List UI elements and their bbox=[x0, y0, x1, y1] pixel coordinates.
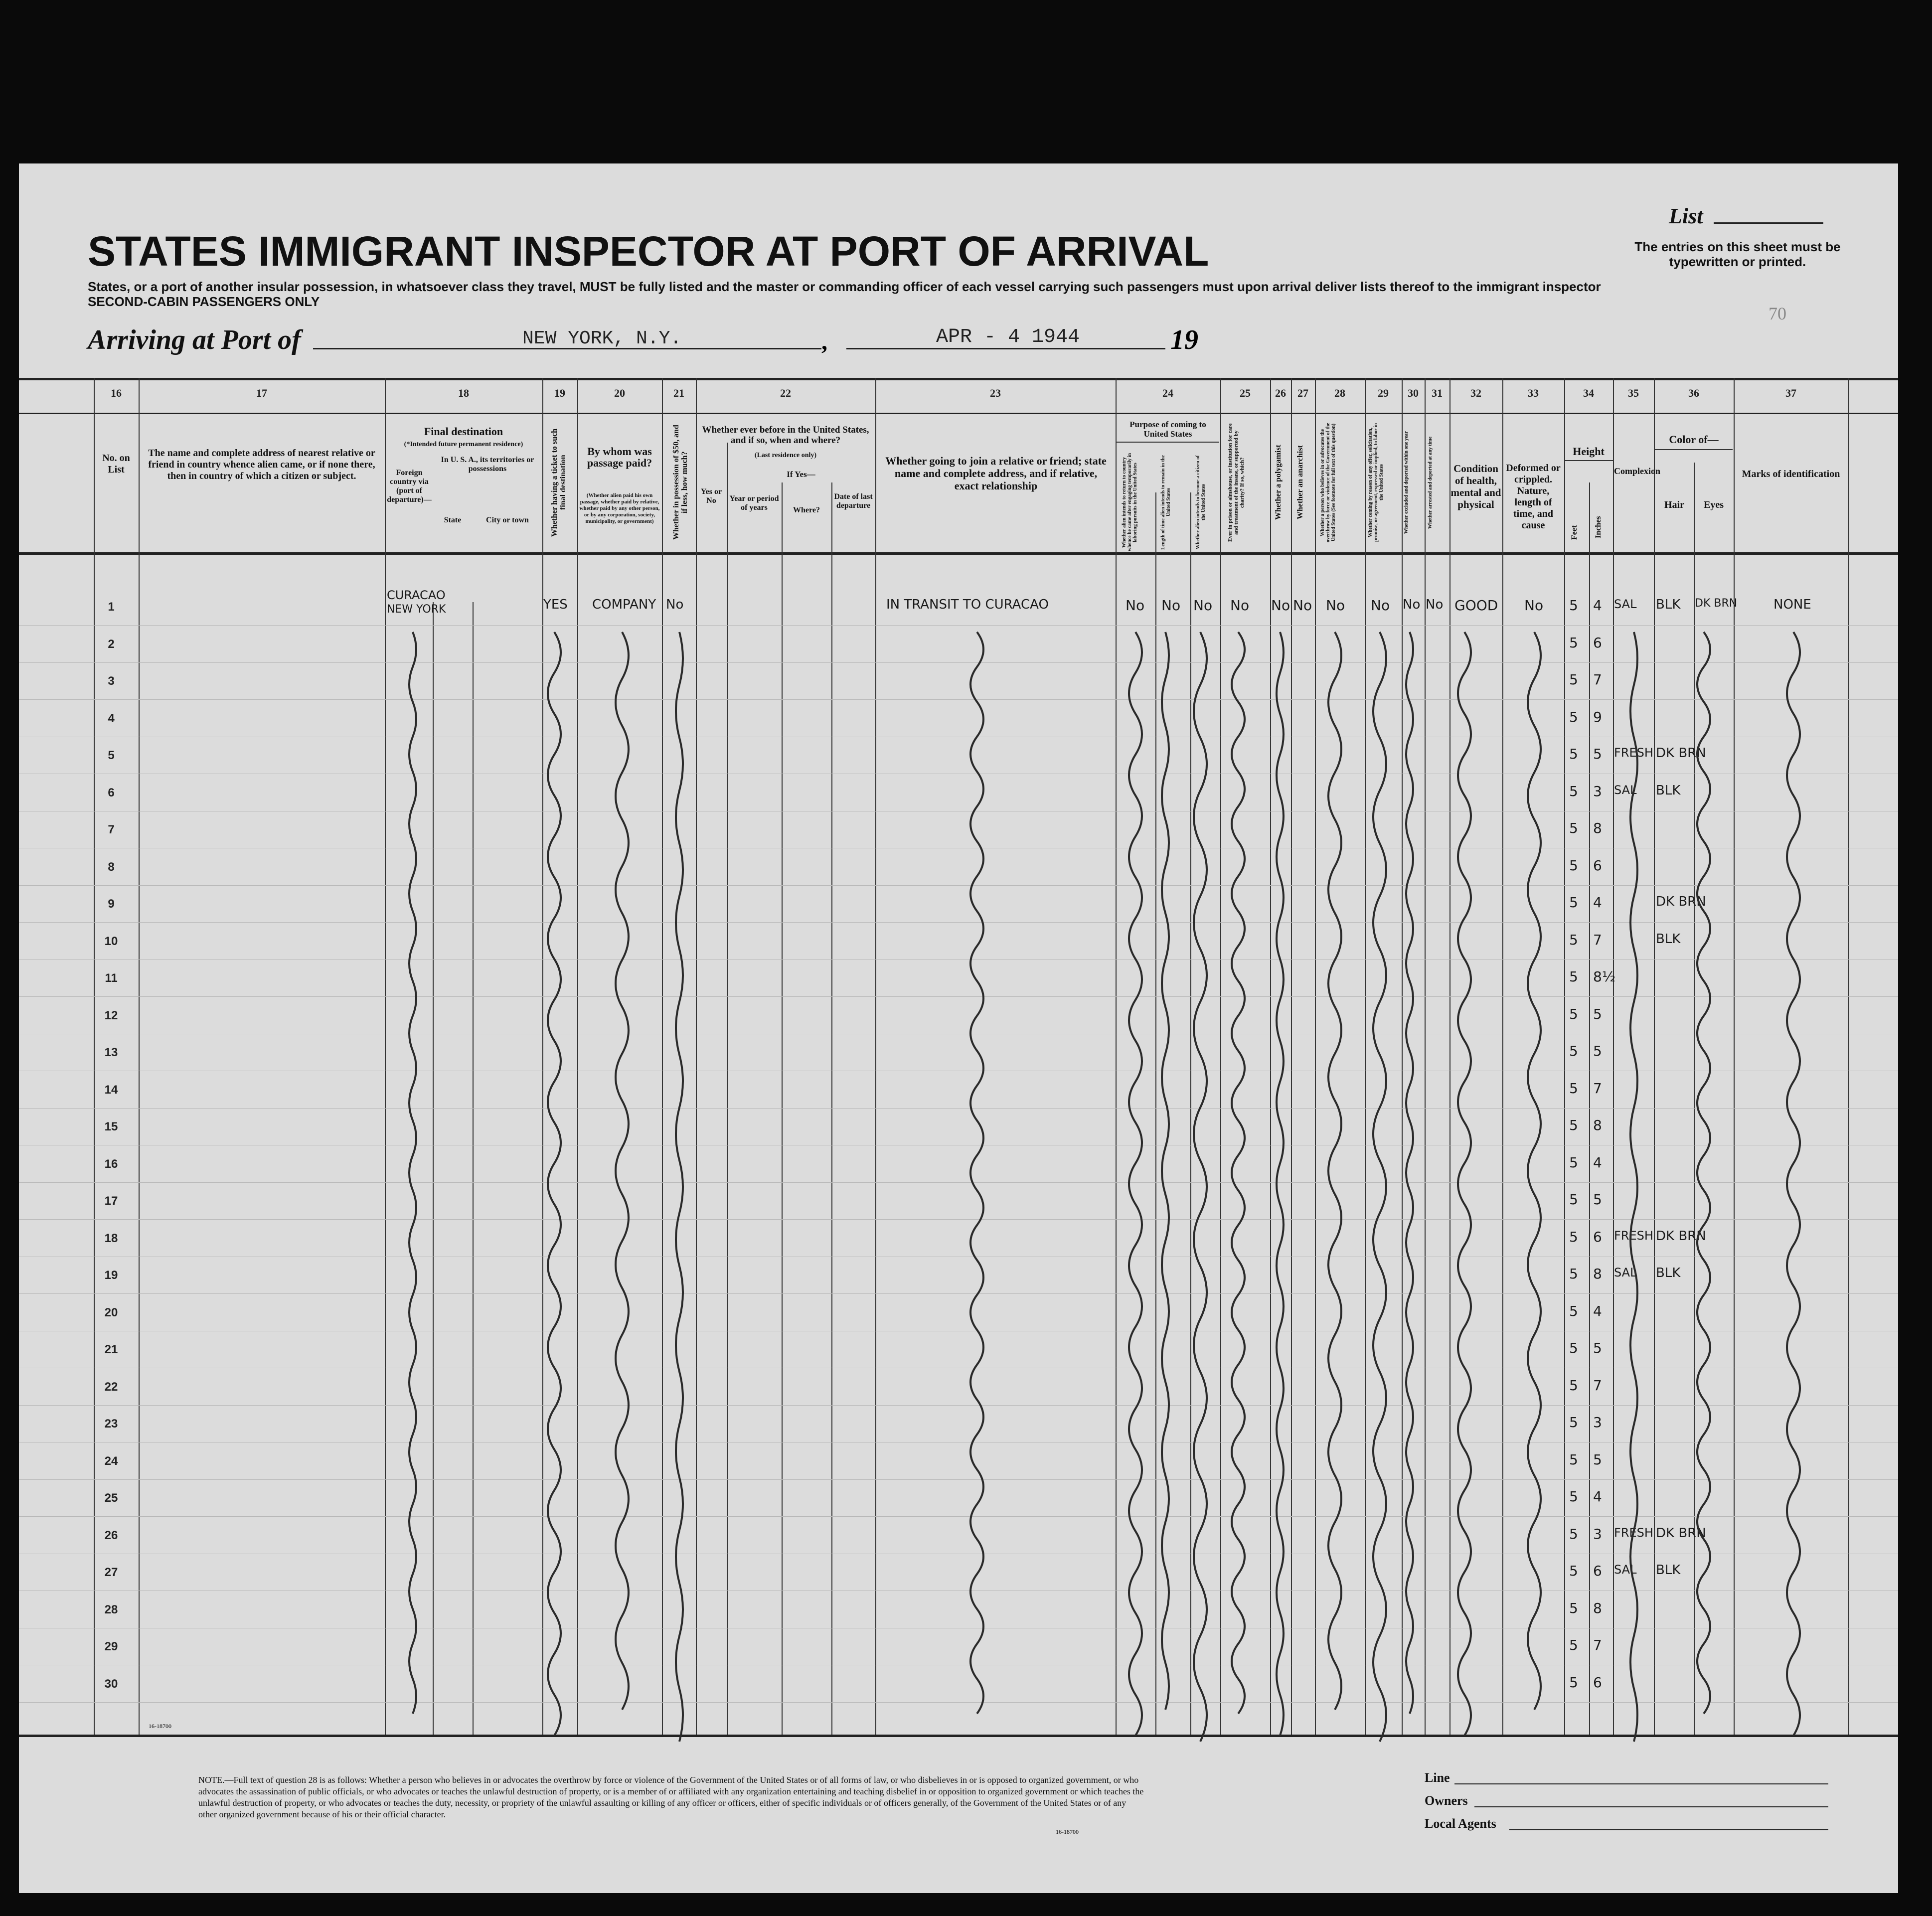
header-no-on-list: No. on List bbox=[102, 453, 130, 475]
cell-inches: 8 bbox=[1593, 1266, 1602, 1282]
ditto-squiggle bbox=[1458, 632, 1471, 1736]
row-number: 27 bbox=[104, 1566, 118, 1579]
comma: , bbox=[821, 328, 827, 355]
column-number: 19 bbox=[554, 387, 565, 399]
header-foreign-country: Foreign country via (port of departure)— bbox=[387, 469, 432, 504]
cell-excluded: No bbox=[1403, 597, 1421, 612]
cell-inches: 6 bbox=[1593, 857, 1602, 874]
row-number: 19 bbox=[104, 1269, 118, 1282]
cell-feet: 5 bbox=[1569, 1117, 1578, 1133]
header-fifty-dollars: Whether in possession of $50, and if less, how much? bbox=[672, 425, 689, 540]
cell-complexion: FRESH bbox=[1614, 746, 1653, 760]
ditto-squiggle bbox=[1630, 632, 1637, 1742]
column-number: 37 bbox=[1785, 387, 1796, 399]
row-number: 1 bbox=[108, 600, 115, 614]
instruction-text: States, or a port of another insular possession, in whatsoever class they travel, MUST be fully listed and the master or commanding officer of each vessel carrying such passengers must upon arrival deliver lists thereof to the immigrant inspector SECOND-CABIN PASSENGERS ONLY bbox=[88, 279, 1601, 309]
ditto-squiggle bbox=[1232, 632, 1245, 1714]
header-usa: In U. S. A., its territories or possessions bbox=[441, 456, 534, 473]
ditto-marks bbox=[19, 163, 1898, 1893]
cell-inches: 7 bbox=[1593, 1637, 1602, 1653]
cell-anarchist: No bbox=[1293, 597, 1312, 614]
row-number: 17 bbox=[104, 1194, 118, 1208]
column-number: 31 bbox=[1432, 387, 1443, 399]
header-year-period: Year or period of years bbox=[729, 494, 779, 512]
cell-inches: 8 bbox=[1593, 820, 1602, 836]
column-number: 29 bbox=[1378, 387, 1389, 399]
cell-hair: DK BRN bbox=[1656, 894, 1706, 909]
column-number: 20 bbox=[614, 387, 625, 399]
header-complexion: Complexion bbox=[1614, 466, 1661, 476]
row-number: 6 bbox=[108, 786, 115, 799]
cell-feet: 5 bbox=[1569, 1451, 1578, 1468]
cell-prison: No bbox=[1230, 597, 1250, 614]
row-number: 14 bbox=[104, 1083, 118, 1097]
header-yes-no: Yes or No bbox=[700, 487, 722, 505]
cell-inches: 7 bbox=[1593, 671, 1602, 688]
date-stamp: APR - 4 1944 bbox=[936, 326, 1080, 348]
form-code-footer: 16-18700 bbox=[1056, 1828, 1079, 1835]
column-number: 32 bbox=[1470, 387, 1481, 399]
header-deformed: Deformed or crippled. Nature, length of time, and cause bbox=[1506, 463, 1561, 531]
ditto-squiggle bbox=[616, 632, 629, 1710]
header-anarchist: Whether an anarchist bbox=[1296, 445, 1304, 520]
column-number: 23 bbox=[990, 387, 1001, 399]
cell-feet: 5 bbox=[1569, 1674, 1578, 1691]
cell-inches: 4 bbox=[1593, 597, 1602, 614]
cell-inches: 5 bbox=[1593, 1340, 1602, 1356]
header-state: State bbox=[444, 516, 462, 524]
cell-feet: 5 bbox=[1569, 1228, 1578, 1245]
row-number: 20 bbox=[104, 1305, 118, 1319]
row-number: 3 bbox=[108, 674, 115, 688]
header-date-departure: Date of last departure bbox=[834, 492, 873, 510]
cell-feet: 5 bbox=[1569, 1563, 1578, 1579]
cell-inches: 3 bbox=[1593, 1414, 1602, 1431]
header-marks: Marks of identification bbox=[1742, 469, 1840, 479]
cell-inches: 5 bbox=[1593, 1451, 1602, 1468]
ditto-squiggle bbox=[1162, 632, 1169, 1710]
row-number: 11 bbox=[105, 971, 118, 985]
header-purpose: Purpose of coming to United States bbox=[1117, 420, 1219, 443]
column-number: 22 bbox=[780, 387, 791, 399]
form-code: 16-18700 bbox=[149, 1723, 171, 1730]
row-number: 2 bbox=[108, 637, 115, 651]
column-number: 30 bbox=[1408, 387, 1419, 399]
header-overthrow: Whether a person who believes in or advocates the overthrow by force or violence of the Government of the United States (See footnote for full text of this question) bbox=[1320, 423, 1336, 542]
cell-hair: BLK bbox=[1656, 597, 1681, 612]
cell-feet: 5 bbox=[1569, 1302, 1578, 1319]
ditto-squiggle bbox=[1328, 632, 1341, 1710]
header-hair: Hair bbox=[1664, 499, 1684, 510]
typewritten-note: The entries on this sheet must be typewritten or printed. bbox=[1634, 239, 1841, 269]
header-excluded: Whether excluded and deported within one year bbox=[1404, 431, 1409, 534]
cell-inches: 9 bbox=[1593, 708, 1602, 725]
cell-hair: DK BRN bbox=[1656, 1228, 1706, 1244]
header-eyes: Eyes bbox=[1704, 499, 1724, 510]
cell-overthrow: No bbox=[1326, 597, 1345, 614]
column-number: 26 bbox=[1275, 387, 1286, 399]
page-number: 70 bbox=[1769, 304, 1786, 323]
cell-complexion: SAL bbox=[1614, 783, 1637, 797]
cell-feet: 5 bbox=[1569, 894, 1578, 911]
list-label: List bbox=[1669, 204, 1703, 228]
column-number: 35 bbox=[1628, 387, 1639, 399]
ditto-squiggle bbox=[1406, 632, 1413, 1714]
column-number: 21 bbox=[673, 387, 684, 399]
row-number: 23 bbox=[104, 1417, 118, 1431]
row-number: 30 bbox=[104, 1677, 118, 1691]
cell-marks: NONE bbox=[1773, 597, 1811, 612]
cell-inches: 6 bbox=[1593, 1563, 1602, 1579]
cell-inches: 7 bbox=[1593, 931, 1602, 948]
header-purpose-b: Length of time alien intends to remain in the United States bbox=[1160, 455, 1171, 550]
row-number: 13 bbox=[104, 1046, 118, 1059]
cell-inches: 5 bbox=[1593, 1043, 1602, 1059]
cell-hair: BLK bbox=[1656, 931, 1681, 947]
cell-passage-paid: COMPANY bbox=[592, 597, 656, 612]
cell-port-departure: NEW YORK bbox=[387, 603, 446, 616]
row-number: 8 bbox=[108, 860, 115, 874]
cell-feet: 5 bbox=[1569, 708, 1578, 725]
cell-feet: 5 bbox=[1569, 820, 1578, 836]
line-field[interactable] bbox=[1454, 1783, 1828, 1784]
cell-hair: BLK bbox=[1656, 1266, 1681, 1280]
header-polygamist: Whether a polygamist bbox=[1274, 445, 1283, 520]
cell-inches: 6 bbox=[1593, 1228, 1602, 1245]
cell-inches: 3 bbox=[1593, 1525, 1602, 1542]
cell-complexion: FRESH bbox=[1614, 1525, 1653, 1540]
row-number: 25 bbox=[104, 1491, 118, 1505]
cell-inches: 7 bbox=[1593, 1080, 1602, 1097]
cell-feet: 5 bbox=[1569, 746, 1578, 762]
row-number: 26 bbox=[104, 1528, 118, 1542]
cell-hair: BLK bbox=[1656, 1563, 1681, 1578]
cell-feet: 5 bbox=[1569, 1191, 1578, 1208]
row-number: 28 bbox=[104, 1602, 118, 1616]
header-nearest-relative: The name and complete address of nearest relative or friend in country whence alien came, or if none there, then in country of which a citizen or subject. bbox=[148, 448, 375, 481]
cell-hair: BLK bbox=[1656, 783, 1681, 798]
cell-feet: 5 bbox=[1569, 1043, 1578, 1059]
row-number: 29 bbox=[104, 1640, 118, 1653]
cell-feet: 5 bbox=[1569, 1637, 1578, 1653]
column-number: 25 bbox=[1240, 387, 1251, 399]
row-number: 7 bbox=[108, 823, 115, 836]
cell-inches: 6 bbox=[1593, 1674, 1602, 1691]
row-number: 15 bbox=[104, 1120, 118, 1133]
header-where: Where? bbox=[793, 506, 820, 514]
column-number: 17 bbox=[256, 387, 267, 399]
ditto-squiggle bbox=[1194, 632, 1207, 1742]
cell-feet: 5 bbox=[1569, 1266, 1578, 1282]
row-number: 24 bbox=[104, 1454, 118, 1468]
header-final-destination: Final destination bbox=[424, 425, 503, 438]
cell-arrested: No bbox=[1426, 597, 1444, 612]
cell-inches: 6 bbox=[1593, 634, 1602, 651]
cell-feet: 5 bbox=[1569, 857, 1578, 874]
cell-purpose-citizen: No bbox=[1193, 597, 1213, 614]
row-number: 21 bbox=[104, 1343, 118, 1356]
cell-feet: 5 bbox=[1569, 1340, 1578, 1356]
cell-polygamist: No bbox=[1271, 597, 1290, 614]
row-number: 22 bbox=[104, 1380, 118, 1394]
cell-inches: 4 bbox=[1593, 1302, 1602, 1319]
cell-inches: 3 bbox=[1593, 783, 1602, 799]
header-ticket: Whether having a ticket to such final destination bbox=[550, 428, 567, 537]
header-passage-paid-sub: (Whether alien paid his own passage, whether paid by relative, whether paid by any other person, or by any corporation, society, municipality, or government) bbox=[579, 492, 660, 524]
column-number: 28 bbox=[1334, 387, 1345, 399]
cell-inches: 8 bbox=[1593, 1599, 1602, 1616]
ditto-squiggle bbox=[1129, 632, 1142, 1736]
header-if-yes: If Yes— bbox=[787, 470, 815, 479]
local-agents-field[interactable] bbox=[1509, 1829, 1828, 1830]
row-number: 4 bbox=[108, 711, 115, 725]
cell-inches: 4 bbox=[1593, 1488, 1602, 1505]
row-number: 16 bbox=[104, 1157, 118, 1171]
page-title: STATES IMMIGRANT INSPECTOR AT PORT OF ARRIVAL bbox=[88, 228, 1209, 275]
cell-feet: 5 bbox=[1569, 1599, 1578, 1616]
ditto-squiggle bbox=[548, 632, 561, 1736]
cell-feet: 5 bbox=[1569, 1005, 1578, 1022]
header-city: City or town bbox=[486, 516, 529, 524]
line-label: Line bbox=[1425, 1770, 1450, 1785]
cell-inches: 8½ bbox=[1593, 968, 1615, 985]
cell-labor-offer: No bbox=[1371, 597, 1390, 614]
cell-feet: 5 bbox=[1569, 1377, 1578, 1394]
header-height: Height bbox=[1564, 446, 1613, 461]
header-going-to-join: Whether going to join a relative or friend; state name and complete address, and if relative, exact relationship bbox=[885, 455, 1107, 492]
ditto-squiggle bbox=[1277, 632, 1284, 1736]
cell-feet: 5 bbox=[1569, 634, 1578, 651]
cell-going-to-join: IN TRANSIT TO CURACAO bbox=[886, 597, 1049, 612]
row-number: 9 bbox=[108, 897, 115, 911]
cell-ticket: YES bbox=[543, 597, 568, 612]
ditto-squiggle bbox=[676, 632, 683, 1742]
cell-hair: DK BRN bbox=[1656, 1525, 1706, 1541]
header-labor-offer: Whether coming by reason of any offer, solicitation, promise, or agreement, expressed or implied, to labor in the United States bbox=[1368, 423, 1384, 542]
cell-foreign-country: CURACAO bbox=[387, 588, 446, 602]
port-value: NEW YORK, N.Y. bbox=[522, 328, 682, 349]
row-number: 10 bbox=[104, 934, 118, 948]
ditto-squiggle bbox=[1528, 632, 1541, 1710]
cell-inches: 4 bbox=[1593, 1154, 1602, 1171]
header-feet: Feet bbox=[1570, 525, 1579, 540]
cell-feet: 5 bbox=[1569, 671, 1578, 688]
column-number: 34 bbox=[1583, 387, 1594, 399]
arriving-label: Arriving at Port of bbox=[88, 324, 301, 355]
header-inches: Inches bbox=[1594, 516, 1603, 539]
cell-inches: 8 bbox=[1593, 1117, 1602, 1133]
cell-purpose-return: No bbox=[1126, 597, 1145, 614]
ditto-squiggle bbox=[1787, 632, 1800, 1736]
header-final-destination-sub: (*Intended future permanent residence) bbox=[404, 441, 523, 448]
cell-fifty-dollars: No bbox=[666, 597, 684, 612]
cell-purpose-length: No bbox=[1161, 597, 1181, 614]
ditto-squiggle bbox=[1373, 632, 1386, 1742]
cell-inches: 5 bbox=[1593, 1191, 1602, 1208]
ditto-squiggle bbox=[970, 632, 983, 1714]
row-number: 12 bbox=[104, 1008, 118, 1022]
column-number: 27 bbox=[1297, 387, 1308, 399]
column-number: 33 bbox=[1528, 387, 1539, 399]
header-purpose-a: Whether alien intends to return to country whence he came after engaging temporarily in laboring pursuits in the United States bbox=[1122, 453, 1138, 552]
header-arrested: Whether arrested and deported at any time bbox=[1428, 436, 1433, 529]
local-agents-label: Local Agents bbox=[1425, 1816, 1496, 1831]
header-prison: Ever in prison or almshouse, or institution for care and treatment of the insane, or supported by charity? If so, which? bbox=[1227, 423, 1245, 542]
ditto-squiggle bbox=[409, 632, 416, 1714]
cell-inches: 5 bbox=[1593, 746, 1602, 762]
cell-complexion: SAL bbox=[1614, 1266, 1637, 1279]
manifest-sheet bbox=[19, 163, 1898, 1893]
cell-feet: 5 bbox=[1569, 968, 1578, 985]
cell-inches: 4 bbox=[1593, 894, 1602, 911]
cell-feet: 5 bbox=[1569, 1525, 1578, 1542]
cell-inches: 7 bbox=[1593, 1377, 1602, 1394]
footnote-question-28: NOTE.—Full text of question 28 is as follows: Whether a person who believes in or advocates the overthrow by force or violence of the Government of the United States or of all forms of law, or who disbelieves in or is opposed to organized government, or who advocates the assassination of public officials, or who advocates or teaches the unlawful destruction of property, or is a member of or affiliated with any organization entertaining and teaching disbelief in or opposition to organized government or which teaches the unlawful destruction of property, or who advocates or teaches the duty, necessity, or propriety of the unlawful assaulting or killing of any officer or officers, either of specific individuals or of officers generally, of the Government of the United States or of any other organized government because of his or their official character. bbox=[198, 1775, 1144, 1819]
row-number: 5 bbox=[108, 749, 115, 762]
cell-hair: DK BRN bbox=[1656, 746, 1706, 761]
cell-feet: 5 bbox=[1569, 931, 1578, 948]
header-health: Condition of health, mental and physical bbox=[1450, 463, 1501, 510]
column-number: 24 bbox=[1162, 387, 1173, 399]
row-number: 18 bbox=[104, 1231, 118, 1245]
ditto-squiggle bbox=[1697, 632, 1710, 1714]
header-last-residence: (Last residence only) bbox=[754, 452, 817, 459]
cell-complexion: FRESH bbox=[1614, 1228, 1653, 1243]
header-ever-before: Whether ever before in the United States, and if so, when and where? bbox=[702, 425, 869, 446]
cell-inches: 5 bbox=[1593, 1005, 1602, 1022]
header-purpose-c: Whether alien intends to become a citizen of the United States bbox=[1195, 455, 1206, 550]
header-passage-paid: By whom was passage paid? bbox=[587, 445, 652, 469]
cell-complexion: SAL bbox=[1614, 597, 1637, 611]
cell-feet: 5 bbox=[1569, 1488, 1578, 1505]
column-number: 36 bbox=[1688, 387, 1699, 399]
cell-feet: 5 bbox=[1569, 783, 1578, 799]
column-number: 18 bbox=[458, 387, 469, 399]
cell-complexion: SAL bbox=[1614, 1563, 1637, 1577]
cell-deformed: No bbox=[1524, 597, 1544, 614]
cell-feet: 5 bbox=[1569, 1080, 1578, 1097]
year-prefix: 19 bbox=[1170, 324, 1198, 355]
owners-label: Owners bbox=[1425, 1793, 1468, 1808]
column-number: 16 bbox=[111, 387, 122, 399]
cell-feet: 5 bbox=[1569, 1154, 1578, 1171]
owners-field[interactable] bbox=[1474, 1806, 1828, 1807]
cell-health: GOOD bbox=[1454, 597, 1498, 614]
header-color-of: Color of— bbox=[1655, 434, 1733, 450]
cell-feet: 5 bbox=[1569, 597, 1578, 614]
cell-eyes: DK BRN bbox=[1695, 597, 1738, 610]
cell-feet: 5 bbox=[1569, 1414, 1578, 1431]
